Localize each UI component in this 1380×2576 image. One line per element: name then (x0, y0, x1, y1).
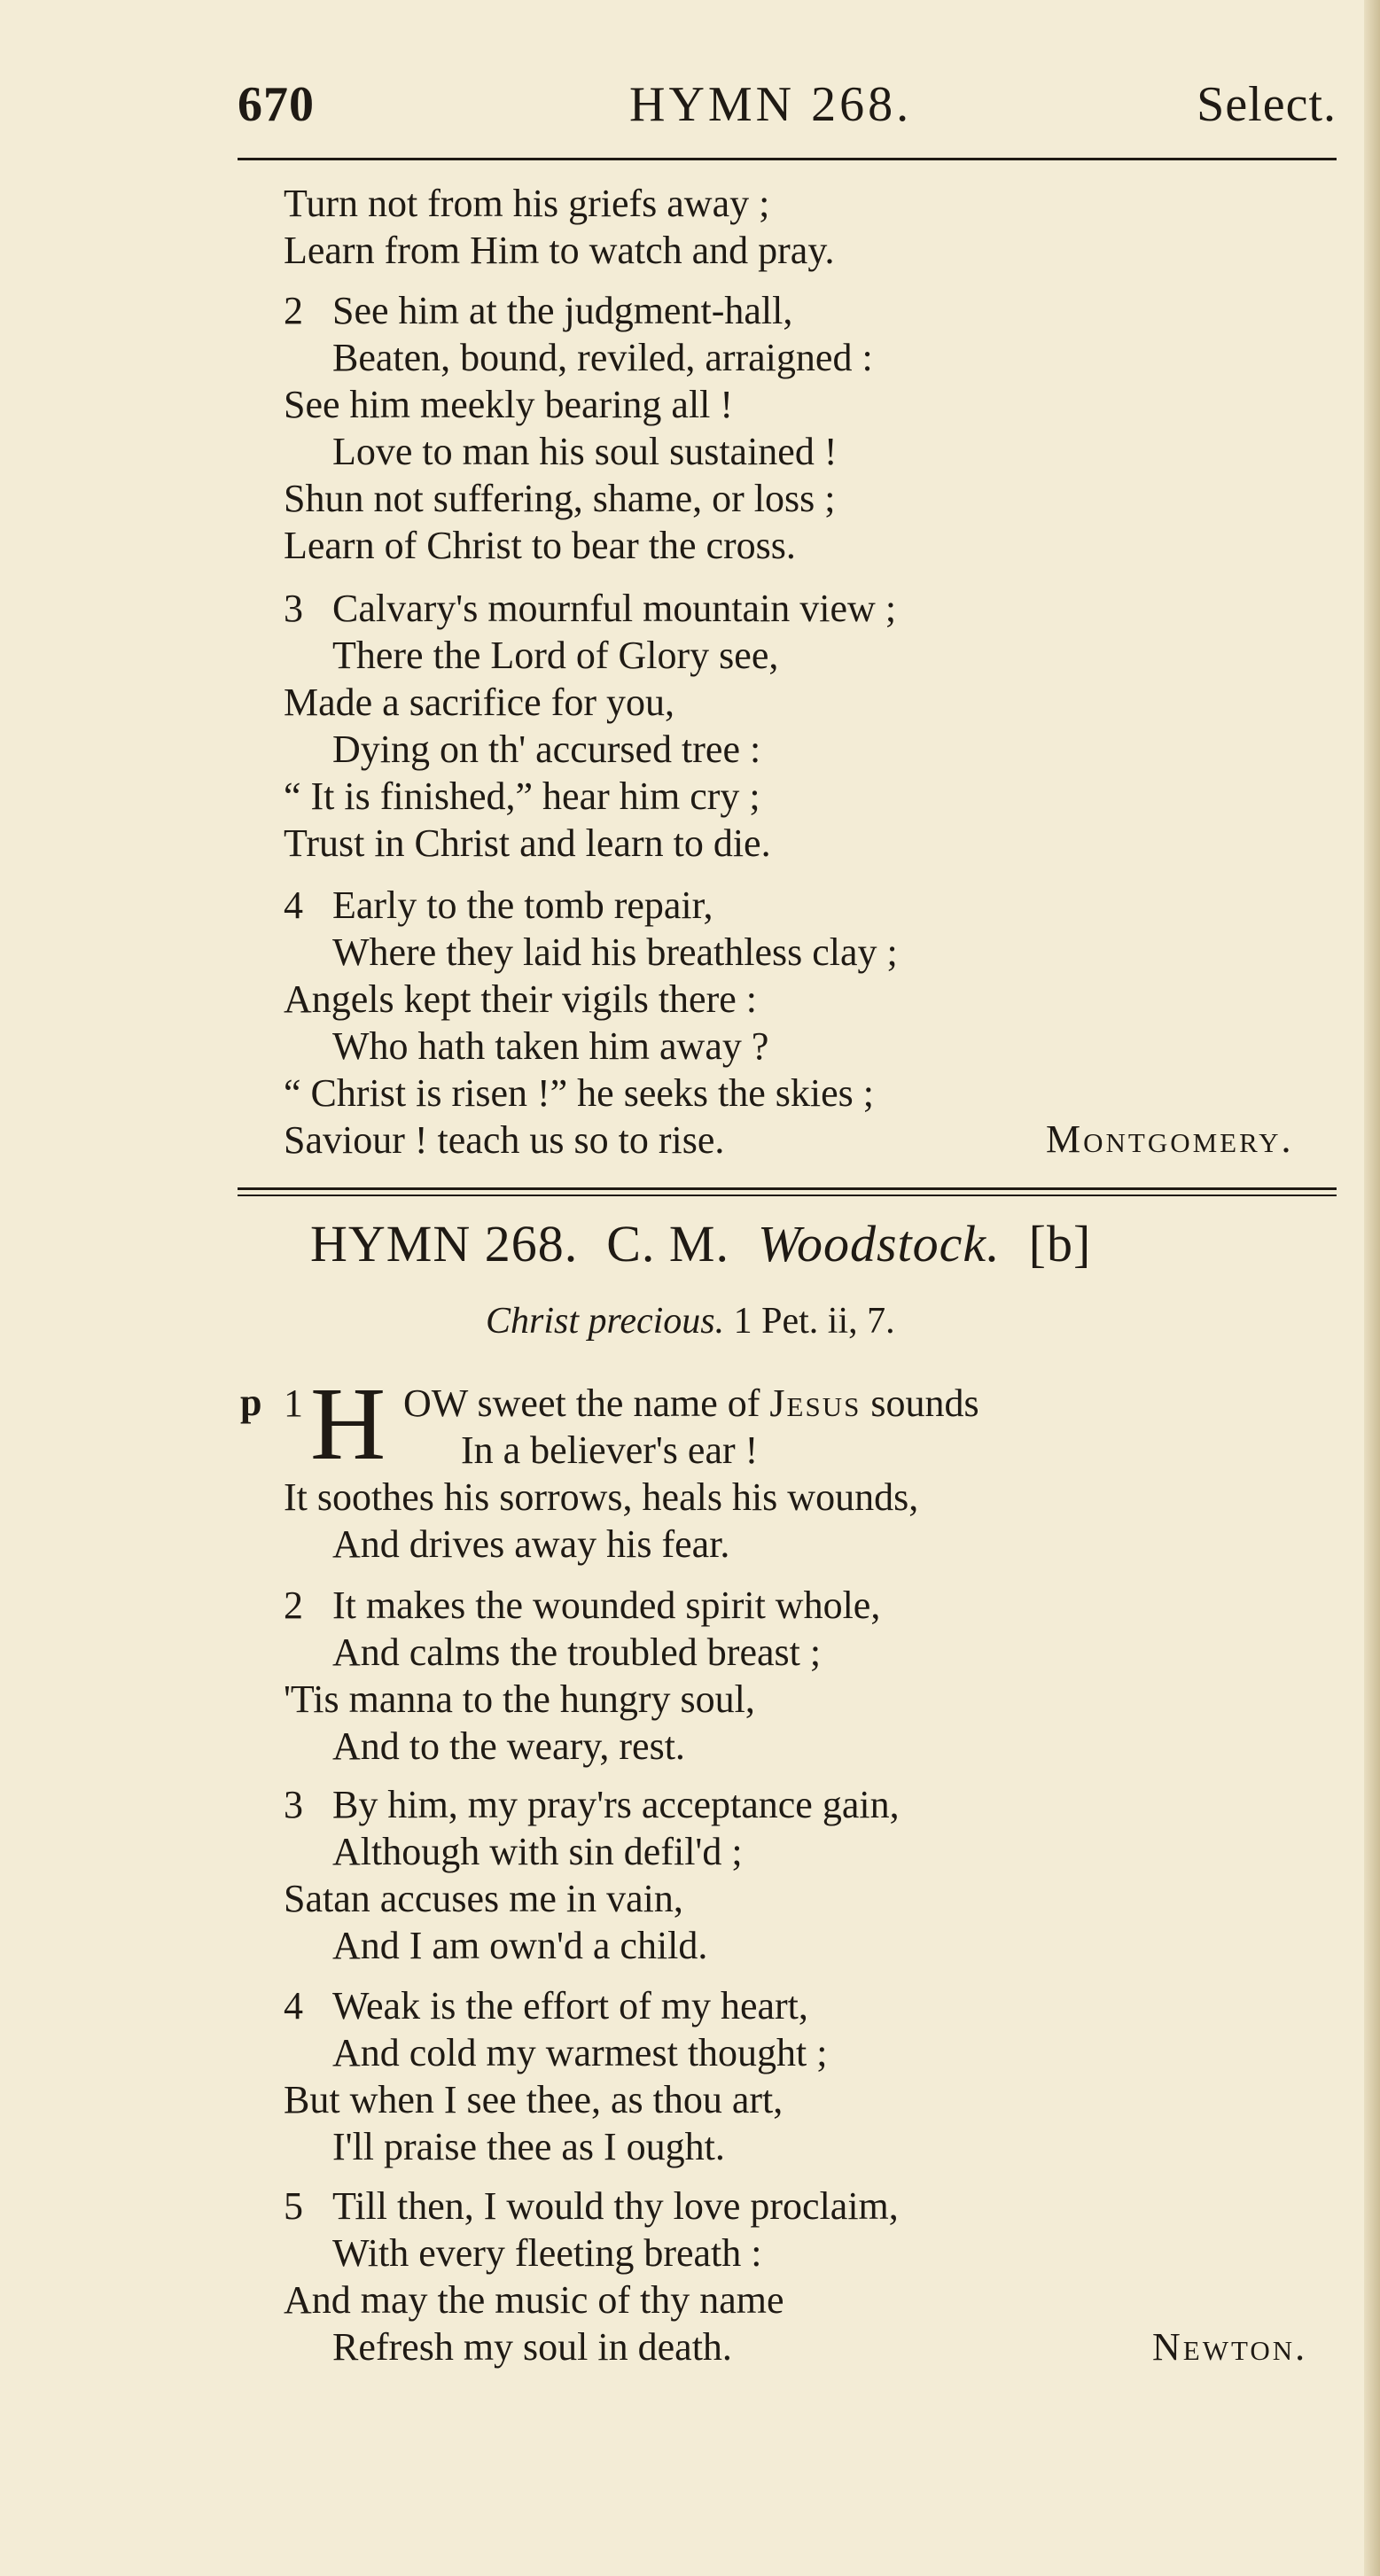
verse-line: In a believer's ear ! (461, 1428, 759, 1472)
verse-line: Saviour ! teach us so to rise. (284, 1118, 725, 1162)
verse-line: Dying on th' accursed tree : (332, 728, 761, 771)
drop-cap: H (310, 1366, 386, 1482)
verse-line: Learn of Christ to bear the cross. (284, 524, 796, 567)
header-section: Select. (1197, 77, 1337, 132)
verse-line: Turn not from his griefs away ; (284, 182, 770, 225)
stanza-number: 2 (284, 289, 303, 332)
stanza-number: 4 (284, 1984, 303, 2027)
hymn-stanza-1 (284, 1380, 1338, 1568)
verse-line: And cold my warmest thought ; (332, 2031, 828, 2074)
verse-text: OW sweet the name of (403, 1381, 770, 1425)
stanza-number: 1 (284, 1381, 303, 1425)
verse-line: There the Lord of Glory see, (332, 634, 779, 677)
verse-text: It makes the wounded spirit whole, (332, 1584, 881, 1627)
verse-line: And to the weary, rest. (332, 1724, 685, 1768)
divine-name: Jesus (769, 1381, 862, 1425)
verse-line: 'Tis manna to the hungry soul, (284, 1677, 755, 1721)
hymn-subtitle (486, 1300, 895, 1342)
verse-text-end: sounds (861, 1381, 979, 1425)
continued-stanza-3 (284, 585, 1338, 867)
verse-line: “ It is finished,” hear him cry ; (284, 774, 760, 818)
verse-text: Till then, I would thy love proclaim, (332, 2184, 899, 2228)
verse-line: Satan accuses me in vain, (284, 1877, 683, 1920)
stanza-number: 2 (284, 1584, 303, 1627)
page-spine-shadow (1364, 0, 1380, 2576)
verse-line (284, 882, 1338, 929)
verse-line: Who hath taken him away ? (332, 1024, 769, 1068)
verse-line (284, 1380, 1338, 1427)
verse-text: Weak is the effort of my heart, (332, 1984, 808, 2027)
verse-line: But when I see thee, as thou art, (284, 2078, 784, 2121)
verse-line: It soothes his sorrows, heals his wounds, (284, 1475, 919, 1519)
verse-text: Calvary's mournful mountain view ; (332, 587, 897, 630)
verse-line: Angels kept their vigils there : (284, 977, 757, 1021)
verse-line: I'll praise thee as I ought. (332, 2125, 725, 2168)
running-header (238, 76, 1337, 147)
verse-line: Although with sin defil'd ; (332, 1830, 743, 1873)
verse-line (284, 2183, 1338, 2230)
verse-line: Where they laid his breathless clay ; (332, 930, 898, 974)
hymn-title: HYMN 268. (310, 1215, 579, 1272)
verse-line: Made a sacrifice for you, (284, 681, 675, 724)
hymn-attribution: Newton. (1152, 2325, 1308, 2369)
verse-line: Shun not suffering, shame, or loss ; (284, 477, 836, 520)
hymn-stanza-2 (284, 1582, 1338, 1770)
stanza-number: 3 (284, 587, 303, 630)
verse-line: And calms the troubled breast ; (332, 1630, 822, 1674)
continued-stanza-2 (284, 287, 1338, 569)
verse-text: By him, my pray'rs acceptance gain, (332, 1783, 900, 1826)
verse-line (284, 1982, 1338, 2029)
verse-line: And drives away his fear. (332, 1522, 730, 1566)
verse-line: And I am own'd a child. (332, 1924, 708, 1967)
verse-line: Learn from Him to watch and pray. (284, 229, 835, 272)
verse-line: And may the music of thy name (284, 2278, 784, 2322)
dynamic-mark: p (240, 1381, 262, 1424)
verse-line: “ Christ is risen !” he seeks the skies ; (284, 1071, 874, 1115)
hymn-divider-rule (238, 1187, 1337, 1190)
hymn-subject: Christ precious. (486, 1301, 725, 1342)
hymn-stanza-3 (284, 1781, 1338, 1969)
hymn-key: [b] (1028, 1215, 1092, 1272)
continued-stanza-1 (284, 180, 1338, 274)
verse-text: See him at the judgment-hall, (332, 289, 793, 332)
verse-line (284, 1781, 1338, 1828)
scripture-reference: 1 Pet. ii, 7. (733, 1301, 895, 1342)
verse-line: With every fleeting breath : (332, 2231, 762, 2275)
verse-line: Beaten, bound, reviled, arraigned : (332, 336, 873, 379)
continued-attribution: Montgomery. (1046, 1117, 1294, 1161)
page-number: 670 (238, 77, 315, 132)
hymn-heading (310, 1214, 1329, 1273)
hymn-divider-rule-thin (238, 1195, 1337, 1196)
stanza-number: 5 (284, 2184, 303, 2228)
hymn-tune: Woodstock. (758, 1215, 1001, 1272)
verse-line (284, 585, 1338, 632)
verse-line (284, 1582, 1338, 1629)
stanza-number: 3 (284, 1783, 303, 1826)
verse-text: Early to the tomb repair, (332, 883, 713, 927)
verse-line: See him meekly bearing all ! (284, 383, 734, 426)
stanza-number: 4 (284, 883, 303, 927)
hymn-meter: C. M. (606, 1215, 729, 1272)
verse-line: Love to man his soul sustained ! (332, 430, 838, 473)
header-rule (238, 158, 1337, 160)
verse-line: Trust in Christ and learn to die. (284, 821, 771, 865)
verse-line (284, 287, 1338, 334)
hymn-stanza-4 (284, 1982, 1338, 2170)
header-title: HYMN 268. (629, 77, 913, 132)
verse-line: Refresh my soul in death. (332, 2325, 732, 2369)
